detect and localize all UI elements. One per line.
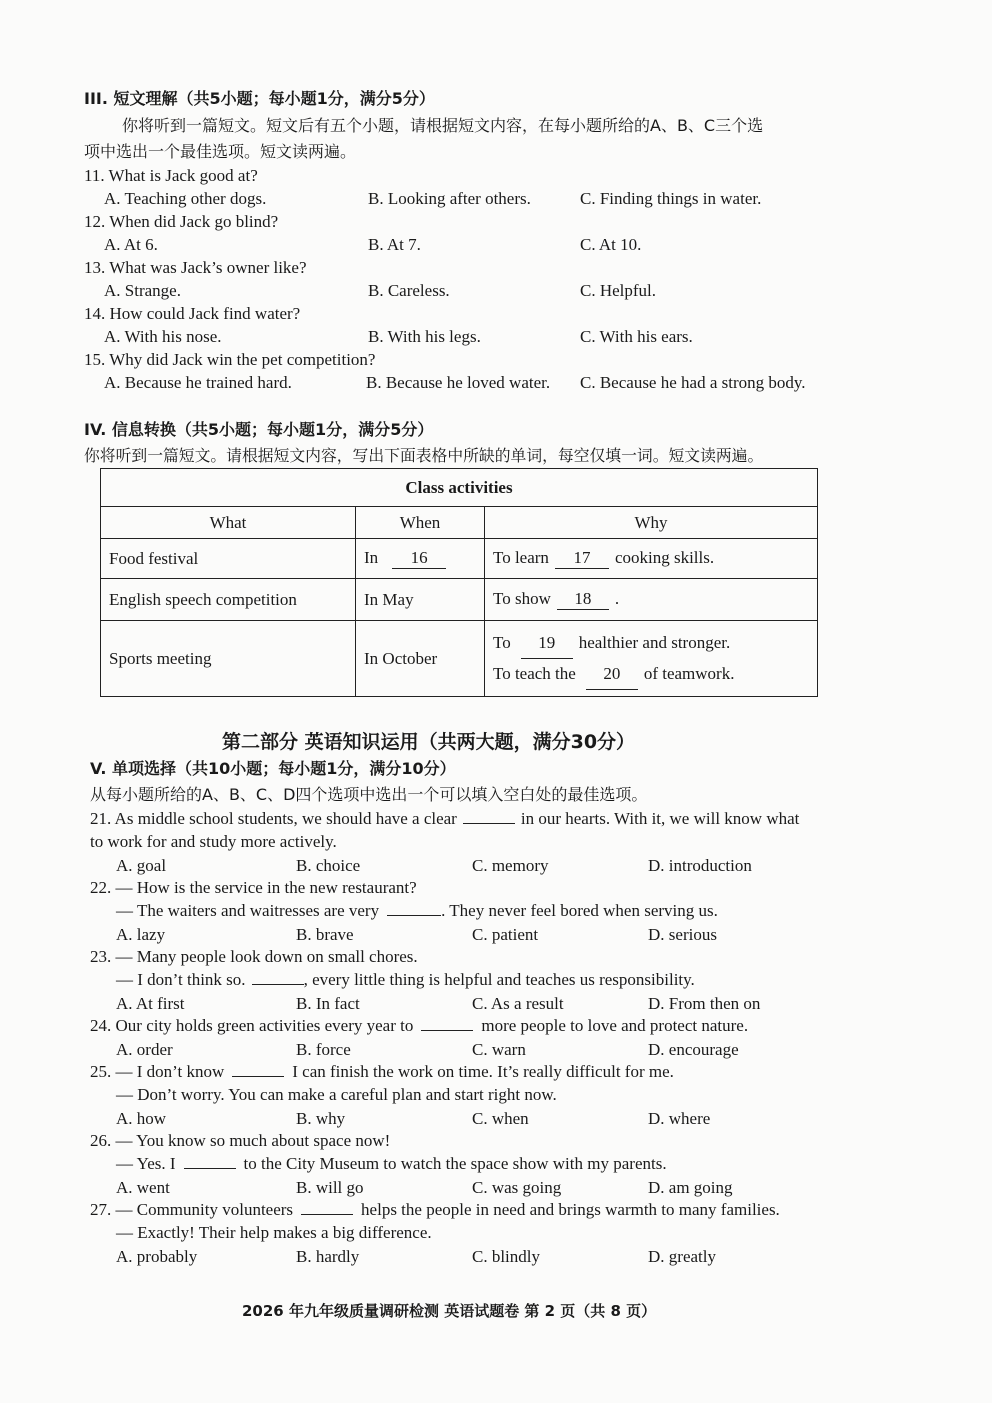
q21-text-post: in our hearts. With it, we will know what bbox=[520, 809, 800, 828]
question-27 bbox=[90, 1199, 780, 1221]
row3-why2-suffix: of teamwork. bbox=[643, 663, 735, 683]
q15-option-a: A. Because he trained hard. bbox=[104, 373, 292, 392]
q23-line2 bbox=[116, 969, 695, 991]
blank-17[interactable]: 17 bbox=[555, 548, 609, 569]
question-11: 11. What is Jack good at? bbox=[84, 166, 258, 185]
table-row bbox=[101, 621, 818, 697]
q23-option-a: A. At first bbox=[116, 994, 185, 1013]
answer-blank[interactable] bbox=[184, 1168, 236, 1169]
q13-option-a: A. Strange. bbox=[104, 281, 181, 300]
row2-what: English speech competition bbox=[101, 579, 356, 621]
blank-19[interactable]: 19 bbox=[521, 628, 573, 659]
q27-option-a: A. probably bbox=[116, 1247, 198, 1266]
section3-instruction-line1: 你将听到一篇短文。短文后有五个小题，请根据短文内容，在每小题所给的A、B、C三个选 bbox=[122, 116, 764, 135]
q22-option-c: C. patient bbox=[472, 925, 539, 944]
q27-option-c: C. blindly bbox=[472, 1247, 541, 1266]
question-25 bbox=[90, 1061, 674, 1083]
row2-why-suffix: . bbox=[614, 589, 620, 608]
q26-text-pre: — Yes. I bbox=[116, 1154, 176, 1173]
q23-text-post: , every little thing is helpful and teaches us responsibility. bbox=[303, 970, 695, 989]
q22-option-d: D. serious bbox=[648, 925, 717, 944]
question-12: 12. When did Jack go blind? bbox=[84, 212, 279, 231]
q21-text-pre: 21. As middle school students, we should have a clear bbox=[90, 809, 457, 828]
q22-text-pre: — The waiters and waitresses are very bbox=[116, 901, 380, 920]
q27-option-d: D. greatly bbox=[648, 1247, 716, 1266]
row3-why1-prefix: To bbox=[493, 632, 511, 652]
q24-text-pre: 24. Our city holds green activities every year to bbox=[90, 1016, 414, 1035]
q25-option-b: B. why bbox=[296, 1109, 346, 1128]
q14-option-a: A. With his nose. bbox=[104, 327, 222, 346]
q23-text-pre: — I don’t think so. bbox=[116, 970, 246, 989]
answer-blank[interactable] bbox=[387, 915, 441, 916]
row3-why1-suffix: healthier and stronger. bbox=[578, 632, 731, 652]
question-23: 23. — Many people look down on small chores. bbox=[90, 947, 418, 966]
q25-option-d: D. where bbox=[648, 1109, 711, 1128]
q24-option-b: B. force bbox=[296, 1040, 351, 1059]
q12-option-a: A. At 6. bbox=[104, 235, 158, 254]
q24-option-c: C. warn bbox=[472, 1040, 526, 1059]
q27-option-b: B. hardly bbox=[296, 1247, 360, 1266]
q25-option-c: C. when bbox=[472, 1109, 529, 1128]
q11-option-c: C. Finding things in water. bbox=[580, 189, 762, 208]
question-13: 13. What was Jack’s owner like? bbox=[84, 258, 307, 277]
q13-option-c: C. Helpful. bbox=[580, 281, 657, 300]
table-caption: Class activities bbox=[101, 469, 818, 507]
q21-line2: to work for and study more actively. bbox=[90, 832, 337, 851]
table-header-what: What bbox=[101, 507, 356, 539]
section5-title: V. 单项选择（共10小题；每小题1分，满分10分） bbox=[90, 759, 456, 778]
table-header-when: When bbox=[356, 507, 485, 539]
q25-line2: — Don’t worry. You can make a careful plan and start right now. bbox=[116, 1085, 557, 1104]
q23-option-d: D. From then on bbox=[648, 994, 761, 1013]
q24-text-post: more people to love and protect nature. bbox=[481, 1016, 749, 1035]
q24-option-a: A. order bbox=[116, 1040, 173, 1059]
row2-when: In May bbox=[356, 579, 485, 621]
q21-option-c: C. memory bbox=[472, 856, 549, 875]
table-header-why: Why bbox=[485, 507, 818, 539]
q12-option-c: C. At 10. bbox=[580, 235, 642, 254]
q26-option-d: D. am going bbox=[648, 1178, 733, 1197]
q27-text-post: helps the people in need and brings warmth to many families. bbox=[361, 1200, 780, 1219]
answer-blank[interactable] bbox=[421, 1030, 473, 1031]
q22-option-a: A. lazy bbox=[116, 925, 166, 944]
q21-option-b: B. choice bbox=[296, 856, 361, 875]
page-footer: 2026 年九年级质量调研检测 英语试题卷 第 2 页（共 8 页） bbox=[242, 1302, 657, 1320]
q25-text-post: I can finish the work on time. It’s really difficult for me. bbox=[292, 1062, 674, 1081]
row1-why-prefix: To learn bbox=[493, 548, 549, 567]
q26-option-b: B. will go bbox=[296, 1178, 364, 1197]
q15-option-c: C. Because he had a strong body. bbox=[580, 373, 806, 392]
row1-when-prefix: In bbox=[364, 548, 379, 567]
q26-text-post: to the City Museum to watch the space show with my parents. bbox=[243, 1154, 667, 1173]
part2-title: 第二部分 英语知识运用（共两大题，满分30分） bbox=[222, 731, 636, 753]
section4-instruction: 你将听到一篇短文。请根据短文内容，写出下面表格中所缺的单词，每空仅填一词。短文读两遍。 bbox=[84, 446, 764, 465]
q27-line2: — Exactly! Their help makes a big difference. bbox=[116, 1223, 432, 1242]
table-row bbox=[101, 539, 818, 579]
row3-why2-prefix: To teach the bbox=[493, 663, 576, 683]
question-24 bbox=[90, 1015, 748, 1037]
answer-blank[interactable] bbox=[301, 1214, 353, 1215]
row1-why-suffix: cooking skills. bbox=[614, 548, 715, 567]
q22-line2 bbox=[116, 900, 718, 922]
blank-16[interactable]: 16 bbox=[392, 548, 446, 569]
q21-option-d: D. introduction bbox=[648, 856, 752, 875]
row1-when bbox=[356, 539, 485, 579]
table-row bbox=[101, 579, 818, 621]
q14-option-c: C. With his ears. bbox=[580, 327, 693, 346]
row3-what: Sports meeting bbox=[101, 621, 356, 697]
question-14: 14. How could Jack find water? bbox=[84, 304, 301, 323]
q25-option-a: A. how bbox=[116, 1109, 167, 1128]
section5-instruction: 从每小题所给的A、B、C、D四个选项中选出一个可以填入空白处的最佳选项。 bbox=[90, 785, 648, 804]
q22-text-post: . They never feel bored when serving us. bbox=[441, 901, 718, 920]
row1-why bbox=[485, 539, 818, 579]
section3-title: III. 短文理解（共5小题；每小题1分，满分5分） bbox=[84, 89, 435, 108]
q26-option-c: C. was going bbox=[472, 1178, 562, 1197]
answer-blank[interactable] bbox=[252, 984, 304, 985]
q15-option-b: B. Because he loved water. bbox=[366, 373, 551, 392]
q22-option-b: B. brave bbox=[296, 925, 354, 944]
q14-option-b: B. With his legs. bbox=[368, 327, 481, 346]
question-22: 22. — How is the service in the new restaurant? bbox=[90, 878, 417, 897]
question-26: 26. — You know so much about space now! bbox=[90, 1131, 391, 1150]
answer-blank[interactable] bbox=[463, 823, 515, 824]
blank-18[interactable]: 18 bbox=[557, 589, 609, 610]
q23-option-b: B. In fact bbox=[296, 994, 360, 1013]
q13-option-b: B. Careless. bbox=[368, 281, 450, 300]
q12-option-b: B. At 7. bbox=[368, 235, 421, 254]
section3-instruction-line2: 项中选出一个最佳选项。短文读两遍。 bbox=[84, 142, 357, 161]
question-21 bbox=[90, 808, 799, 830]
q23-option-c: C. As a result bbox=[472, 994, 564, 1013]
q25-text-pre: 25. — I don’t know bbox=[90, 1062, 225, 1081]
q11-option-b: B. Looking after others. bbox=[368, 189, 531, 208]
row3-why bbox=[485, 621, 818, 697]
q21-option-a: A. goal bbox=[116, 856, 167, 875]
q24-option-d: D. encourage bbox=[648, 1040, 739, 1059]
blank-20[interactable]: 20 bbox=[586, 659, 638, 690]
q27-text-pre: 27. — Community volunteers bbox=[90, 1200, 294, 1219]
row2-why bbox=[485, 579, 818, 621]
row3-when: In October bbox=[356, 621, 485, 697]
question-15: 15. Why did Jack win the pet competition? bbox=[84, 350, 376, 369]
row2-why-prefix: To show bbox=[493, 589, 551, 608]
q26-line2 bbox=[116, 1153, 667, 1175]
section4-title: IV. 信息转换（共5小题；每小题1分，满分5分） bbox=[84, 420, 434, 439]
answer-blank[interactable] bbox=[232, 1076, 284, 1077]
row1-what: Food festival bbox=[101, 539, 356, 579]
q26-option-a: A. went bbox=[116, 1178, 170, 1197]
q11-option-a: A. Teaching other dogs. bbox=[104, 189, 267, 208]
class-activities-table bbox=[100, 468, 818, 697]
